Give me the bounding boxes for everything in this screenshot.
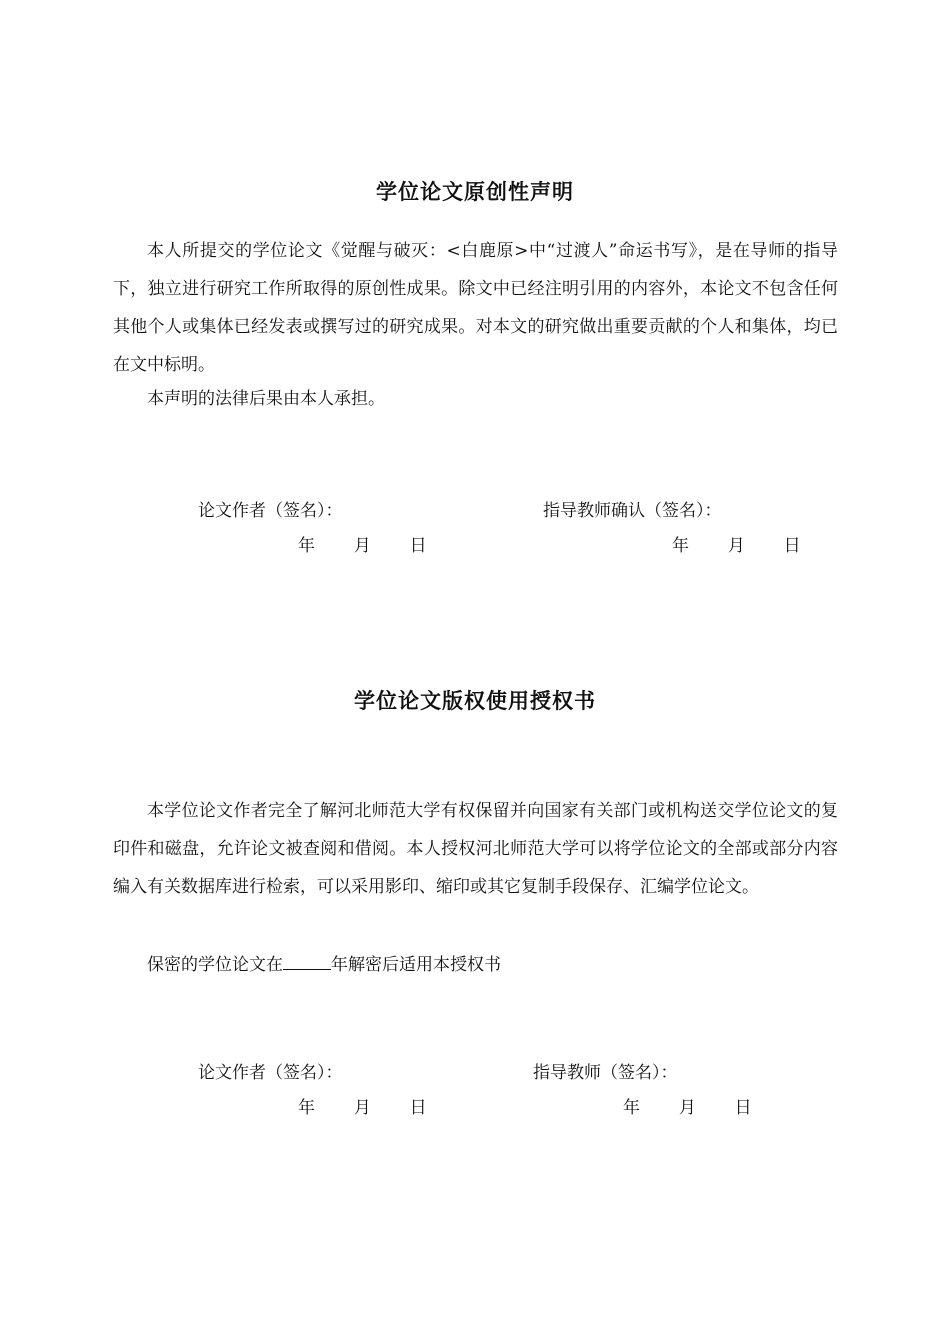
date-month-label: 月 (727, 536, 745, 556)
date-day-label: 日 (734, 1098, 752, 1118)
date-year-label: 年 (298, 1098, 315, 1118)
authorization-title: 学位论文版权使用授权书 (354, 689, 596, 713)
declaration-paragraph: 本人所提交的学位论文《觉醒与破灭：<白鹿原>中“过渡人”命运书写》，是在导师的指导下，独立进行研究工作所取得的原创性成果。除文中已经注明引用的内容外，本论文不包含任何其他个人或集体已经发表或撰写过的研究成果。对本文的研究做出重要贡献的个人和集体，均已在文中标明。 (113, 241, 838, 375)
authorization-advisor-signature-label: 指导教师（签名）： (533, 1063, 678, 1083)
authorization-paragraph: 本学位论文作者完全了解河北师范大学有权保留并向国家有关部门或机构送交学位论文的复印件和磁盘，允许论文被查阅和借阅。本人授权河北师范大学可以将学位论文的全部或部分内容编入有关数据库进行检索，可以采用影印、缩印或其它复制手段保存、汇编学位论文。 (113, 801, 838, 897)
date-day-label: 日 (783, 536, 801, 556)
date-month-label: 月 (353, 536, 371, 556)
date-day-label: 日 (409, 536, 427, 556)
declaration-title: 学位论文原创性声明 (376, 180, 574, 204)
date-year-label: 年 (298, 536, 315, 556)
date-month-label: 月 (678, 1098, 696, 1118)
date-day-label: 日 (409, 1098, 427, 1118)
declaration-advisor-date (672, 531, 801, 556)
secret-thesis-note (147, 950, 501, 975)
date-year-label: 年 (623, 1098, 640, 1118)
secret-note-suffix: 年解密后适用本授权书 (331, 955, 501, 975)
secret-year-blank[interactable] (283, 955, 331, 970)
authorization-advisor-date (623, 1093, 752, 1118)
declaration-author-date (298, 531, 427, 556)
authorization-author-signature-label: 论文作者（签名）： (198, 1063, 343, 1083)
secret-note-prefix: 保密的学位论文在 (147, 955, 283, 975)
date-year-label: 年 (672, 536, 689, 556)
declaration-author-signature-label: 论文作者（签名）： (198, 501, 343, 521)
authorization-author-date (298, 1093, 427, 1118)
date-month-label: 月 (353, 1098, 371, 1118)
declaration-advisor-signature-label: 指导教师确认（签名）： (543, 501, 722, 521)
declaration-legal-note: 本声明的法律后果由本人承担。 (147, 389, 385, 409)
